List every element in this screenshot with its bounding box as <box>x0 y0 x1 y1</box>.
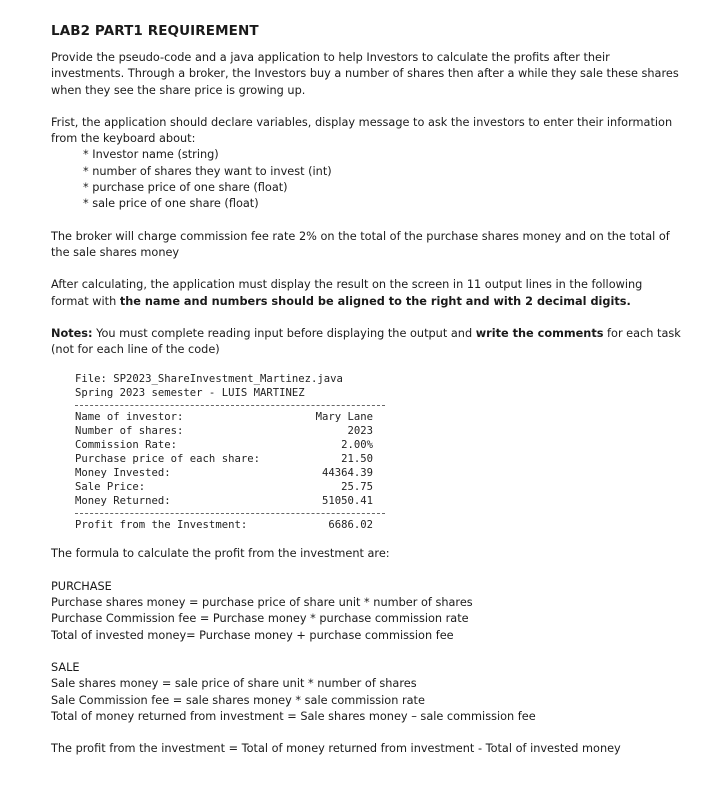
list-item: * Investor name (string) <box>83 148 219 162</box>
formula-intro: The formula to calculate the profit from the investment are: <box>51 547 390 561</box>
spacer <box>51 261 681 277</box>
output-value: Mary Lane <box>315 411 373 424</box>
notes-bold-text: write the comments <box>475 326 604 340</box>
output-row <box>75 424 373 438</box>
spacer <box>51 310 681 326</box>
page-title: LAB2 PART1 REQUIREMENT <box>51 23 259 39</box>
notes-text: You must complete reading input before displaying the output and <box>92 326 476 340</box>
dashed-divider <box>75 405 385 406</box>
output-label: Commission Rate: <box>75 439 178 452</box>
output-label: Purchase price of each share: <box>75 453 260 466</box>
intro-paragraph: Provide the pseudo-code and a java application to help Investors to calculate the profits after their investments. Through a broker, the Investors buy a number of shares then after a while they sale these shares when they see the share price is growing up. <box>51 51 679 97</box>
sale-heading: SALE <box>51 660 80 674</box>
purchase-formula-line: Total of invested money= Purchase money + purchase commission fee <box>51 628 454 642</box>
profit-row <box>75 518 373 532</box>
sale-formula-line: Total of money returned from investment = Sale shares money – sale commission fee <box>51 709 536 723</box>
output-value: 21.50 <box>341 453 373 466</box>
after-text: After calculating, the application must display the result on the screen in 11 output lines in the following format with <box>51 278 643 308</box>
sale-formula-line: Sale Commission fee = sale shares money * sale commission rate <box>51 693 425 707</box>
output-label: Sale Price: <box>75 481 146 494</box>
spacer <box>51 644 681 660</box>
output-label: Name of investor: <box>75 411 184 424</box>
purchase-heading: PURCHASE <box>51 579 112 593</box>
spacer <box>51 213 681 229</box>
output-value: 44364.39 <box>321 467 373 480</box>
spacer <box>51 725 681 741</box>
broker-paragraph: The broker will charge commission fee rate 2% on the total of the purchase shares money and on the total of the sale shares money <box>51 229 670 259</box>
profit-formula: The profit from the investment = Total of money returned from investment - Total of invested money <box>51 742 621 756</box>
first-paragraph: Frist, the application should declare variables, display message to ask the investors to enter their information from the keyboard about: <box>51 115 673 146</box>
sample-file-line: File: SP2023_ShareInvestment_Martinez.java <box>75 373 343 386</box>
input-list <box>51 147 681 212</box>
output-row <box>75 438 373 452</box>
output-row <box>75 494 373 508</box>
output-value: 2023 <box>347 425 373 438</box>
dashed-divider <box>75 513 385 514</box>
purchase-formula-line: Purchase Commission fee = Purchase money * purchase commission rate <box>51 612 469 626</box>
after-bold-text: the name and numbers should be aligned to the right and with 2 decimal digits. <box>119 294 631 308</box>
profit-value: 6686.02 <box>328 519 373 532</box>
output-value: 25.75 <box>341 481 373 494</box>
output-row <box>75 480 373 494</box>
spacer <box>51 532 681 546</box>
document-body <box>51 22 681 757</box>
sample-output <box>75 372 681 532</box>
after-paragraph <box>51 277 681 310</box>
output-value: 2.00% <box>341 439 373 452</box>
output-value: 51050.41 <box>321 495 373 508</box>
purchase-formula-line: Purchase shares money = purchase price of share unit * number of shares <box>51 596 473 610</box>
list-item: * number of shares they want to invest (int) <box>83 164 332 178</box>
output-row <box>75 466 373 480</box>
output-row <box>75 410 373 424</box>
profit-label: Profit from the Investment: <box>75 519 248 532</box>
notes-paragraph <box>51 326 681 359</box>
sale-formula-line: Sale shares money = sale price of share unit * number of shares <box>51 677 417 691</box>
output-label: Money Returned: <box>75 495 171 508</box>
list-item: * purchase price of one share (float) <box>83 181 288 195</box>
spacer <box>51 99 681 115</box>
output-label: Money Invested: <box>75 467 171 480</box>
list-item: * sale price of one share (float) <box>83 197 259 211</box>
notes-label: Notes: <box>51 326 93 340</box>
sample-semester-line: Spring 2023 semester - LUIS MARTINEZ <box>75 387 305 400</box>
output-label: Number of shares: <box>75 425 184 438</box>
notes-text-end: for each task (not for each line of the code) <box>51 326 681 357</box>
output-row <box>75 452 373 466</box>
spacer <box>51 563 681 579</box>
